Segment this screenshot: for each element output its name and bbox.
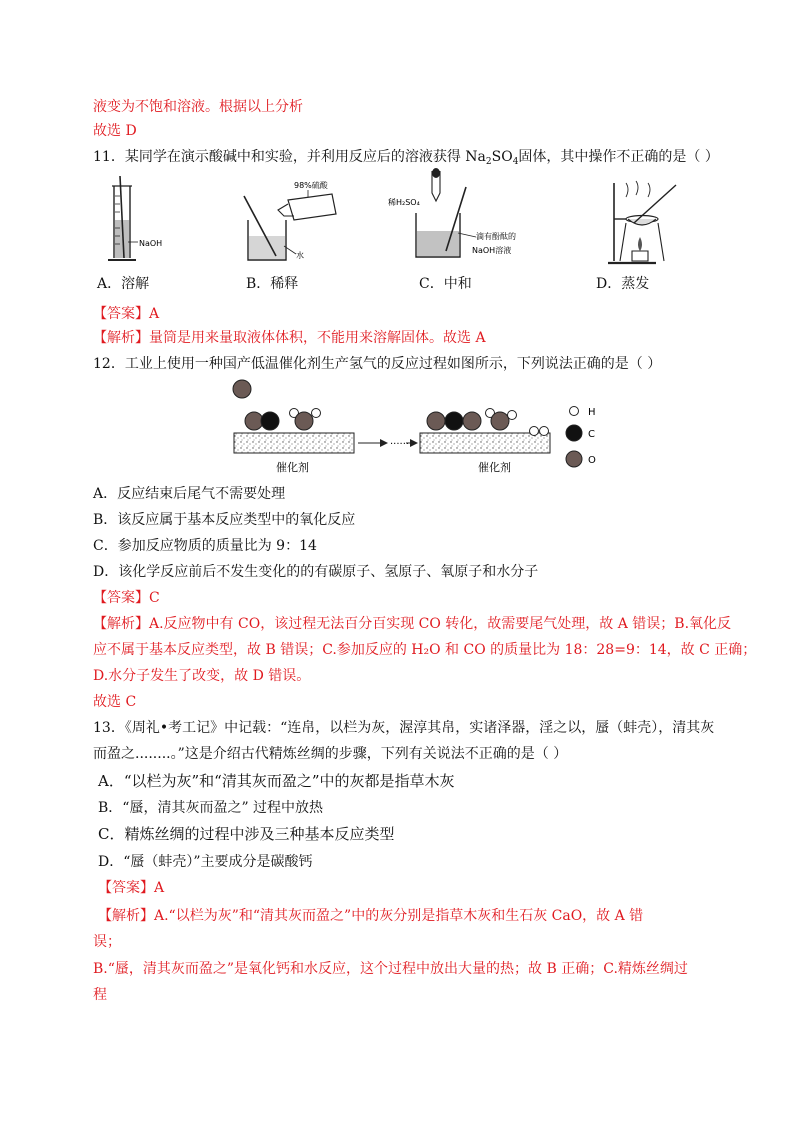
q12-option-a: A．反应结束后尾气不需要处理 xyxy=(93,486,286,502)
legend-h-label: H xyxy=(588,407,596,418)
q13-option-c: C．精炼丝绸的过程中涉及三种基本反应类型 xyxy=(98,825,395,843)
q13-analysis-line-3: B.“蜃，清其灰而盈之”是氧化钙和水反应，这个过程中放出大量的热；故 B 正确；C.精炼丝绸过 xyxy=(93,961,688,977)
q12-stem: 12．工业上使用一种国产低温催化剂生产氢气的反应过程如图所示，下列说法正确的是（ ） xyxy=(93,356,662,372)
q12-analysis-line-1: 【解析】A.反应物中有 CO，该过程无法百分百实现 CO 转化，故需要尾气处理，故 A 错误；B.氧化反 xyxy=(93,616,732,632)
q13-answer: 【答案】A xyxy=(98,880,165,896)
phenol-label-1: 滴有酚酞的 xyxy=(476,232,516,241)
legend-c-icon xyxy=(566,425,582,441)
q12-answer: 【答案】C xyxy=(93,590,160,606)
legend-c-label: C xyxy=(588,429,595,440)
q12-option-c: C．参加反应物质的质量比为 9：14 xyxy=(93,538,317,554)
prev-analysis-tail: 液变为不饱和溶液。根据以上分析 xyxy=(93,99,303,115)
q13-analysis-line-2: 误； xyxy=(93,934,121,950)
q12-analysis-line-2: 应不属于基本反应类型，故 B 错误；C.参加反应的 H₂O 和 CO 的质量比为 18：28=9：14，故 C 正确； xyxy=(93,642,757,658)
q11-stem: 11．某同学在演示酸碱中和实验，并利用反应后的溶液获得 $Na_2SO_4$固体，其中操作不正确的是（ ） xyxy=(93,149,719,167)
q11-option-d: D．蒸发 xyxy=(596,276,650,292)
q11-figure-b-dilution xyxy=(238,176,348,266)
phenol-label-2: NaOH溶液 xyxy=(472,246,512,255)
q11-option-c: C．中和 xyxy=(419,276,472,292)
q11-option-b: B．稀释 xyxy=(246,276,299,292)
q13-option-b: B．“蜃，清其灰而盈之” 过程中放热 xyxy=(98,800,324,816)
q13-stem-line-2: 而盈之........。”这是介绍古代精炼丝绸的步骤，下列有关说法不正确的是（ ） xyxy=(93,746,568,762)
q11-analysis: 【解析】量筒是用来量取液体体积，不能用来溶解固体。故选 A xyxy=(93,330,486,346)
dilute-acid-label: 稀H₂SO₄ xyxy=(388,198,420,207)
legend-h-icon xyxy=(570,407,579,416)
q12-analysis-line-3: D.水分子发生了改变，故 D 错误。 xyxy=(93,668,311,684)
legend-o-icon xyxy=(566,451,582,467)
q11-option-a: A．溶解 xyxy=(97,276,150,292)
q13-option-a: A．“以栏为灰”和“清其灰而盈之”中的灰都是指草木灰 xyxy=(98,772,455,790)
acid98-label: 98%硫酸 xyxy=(294,181,328,190)
q12-conclusion: 故选 C xyxy=(93,694,137,710)
prev-conclusion: 故选 D xyxy=(93,123,137,139)
water-label: 水 xyxy=(296,251,304,260)
q11-figure-d-evaporation xyxy=(596,175,686,267)
q12-reaction-diagram xyxy=(228,375,628,475)
q13-analysis-line-4: 程 xyxy=(93,987,107,1003)
catalyst-label-left: 催化剂 xyxy=(276,461,309,474)
q11-figure-c-neutralization xyxy=(388,165,548,265)
q11-answer: 【答案】A xyxy=(93,306,160,322)
q12-option-d: D．该化学反应前后不发生变化的的有碳原子、氢原子、氧原子和水分子 xyxy=(93,564,539,580)
catalyst-label-right: 催化剂 xyxy=(478,461,511,474)
q13-option-d: D．“蜃（蚌壳）”主要成分是碳酸钙 xyxy=(98,854,313,870)
q12-option-b: B．该反应属于基本反应类型中的氧化反应 xyxy=(93,512,356,528)
q13-analysis-line-1: 【解析】A.“以栏为灰”和“清其灰而盈之”中的灰分别是指草木灰和生石灰 CaO，故 A 错 xyxy=(98,908,644,924)
progress-dots: ······ xyxy=(390,439,410,450)
q13-stem-line-1: 13．《周礼•考工记》中记载：“连帛，以栏为灰，渥淳其帛，实诸泽器，淫之以，蜃（蚌壳），清其灰 xyxy=(93,720,715,736)
legend-o-label: O xyxy=(588,455,596,466)
naoh-label: NaOH xyxy=(139,239,163,248)
q11-figure-a-cylinder xyxy=(98,172,208,264)
